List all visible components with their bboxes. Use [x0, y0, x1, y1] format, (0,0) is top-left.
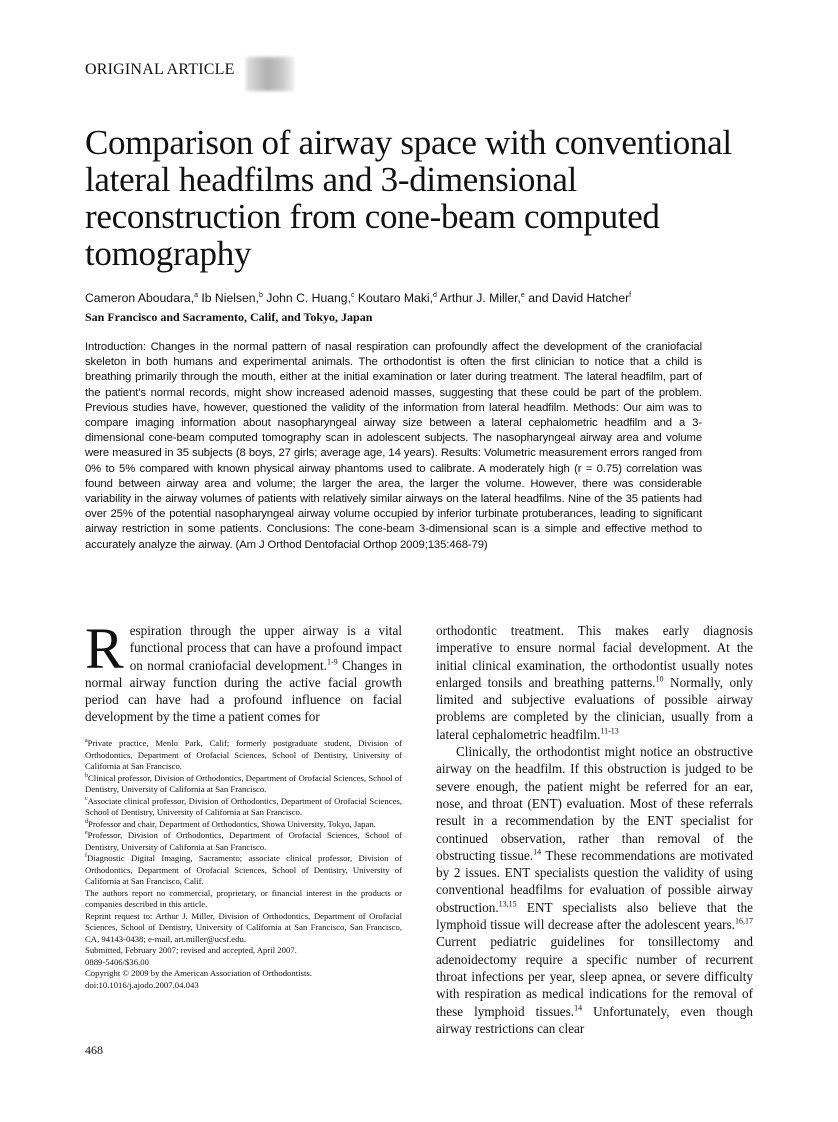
text-segment: Unfortunately, even though airway restrictions can clear — [436, 1003, 753, 1036]
footnote-text: Clinical professor, Division of Orthodontics, Department of Orofacial Sciences, School of Dentistry, University of California at San Francisco. — [85, 772, 402, 794]
affiliation-footnotes — [85, 738, 402, 888]
intro-text — [85, 616, 402, 725]
affiliation-footnote — [85, 830, 402, 853]
author-affiliation-mark: b — [258, 291, 263, 299]
author-name: John C. Huang, — [262, 291, 351, 305]
text-segment: Normally, only limited and subjective evaluations of possible airway problems are completed by the clinician, usually from a lateral cephalometric headfilm. — [436, 674, 753, 742]
text-segment: ENT specialists also believe that the lymphoid tissue will decrease after the adolescent years. — [436, 899, 753, 933]
citation-ref[interactable]: 10 — [655, 674, 664, 684]
citation-ref[interactable]: 11-13 — [600, 726, 619, 736]
text-segment: These recommendations are motivated by 2 issues. ENT specialists question the validity of using conventional headfilms for evaluation of possible airway obstruction. — [436, 847, 753, 915]
footnote-text: Associate clinical professor, Division of Orthodontics, Department of Orofacial Sciences, School of Dentistry, University of California at San Francisco. — [85, 795, 402, 817]
body-column-left — [85, 616, 402, 726]
affiliation-footnote — [85, 738, 402, 773]
author-affiliation-mark: e — [520, 291, 525, 299]
abstract: Introduction: Changes in the normal pattern of nasal respiration can profoundly affect the development of the craniofacial skeleton in both humans and experimental animals. The orthodontist is often the first clinician to notice that a child is breathing primarily through the mouth, either at the initial examination or later during treatment. The lateral headfilm, part of the patient's normal records, might show increased adenoid masses, suggesting that these could be part of the problem. Previous studies have, however, questioned the validity of the information from lateral headfilm. Methods: Our aim was to compare imaging information about nasopharyngeal airway size between a lateral cephalometric headfilm and a 3-dimensional cone-beam computed tomography scan in adolescent subjects. The nasopharyngeal airway area and volume were measured in 35 subjects (8 boys, 27 girls; average age, 14 years). Results: Volumetric measurement errors ranged from 0% to 5% compared with known physical airway phantoms used to calibrate. A moderately high (r = 0.75) correlation was found between airway area and volume; the larger the area, the larger the volume. However, there was considerable variability in the airway volumes of patients with relatively similar airways on the lateral headfilms. Nine of the 35 patients had over 25% of the potential nasopharyngeal airway volume occupied by inferior turbinate protuberances, leading to significant airway restriction in some patients. Conclusions: The cone-beam 3-dimensional scan is a simple and effective method to accurately analyze the airway. (Am J Orthod Dentofacial Orthop 2009;135:468-79) — [85, 341, 702, 551]
citation-ref[interactable]: 1-9 — [326, 657, 338, 667]
author-affiliation-mark: d — [433, 291, 437, 299]
footnote-text: Professor and chair, Department of Orthodontics, Showa University, Tokyo, Japan. — [88, 818, 376, 829]
text-segment: orthodontic treatment. This makes early diagnosis imperative to ensure normal facial development. At the initial clinical examination, the orthodontist usually notes enlarged tonsils and breathing patterns. — [436, 623, 753, 690]
body-paragraph — [436, 743, 753, 1037]
disclosure-note: The authors report no commercial, proprietary, or financial interest in the products or companies described in this article. — [85, 887, 402, 909]
email-link[interactable]: art.miller@ucsf.edu — [174, 933, 244, 944]
affiliation-footnote — [85, 796, 402, 819]
citation-ref[interactable]: 13,15 — [498, 899, 517, 909]
author-list — [85, 291, 631, 305]
issn: 0889-5406/$36.00 — [85, 956, 149, 967]
text-segment: Clinically, the orthodontist might notice an obstructive airway on the headfilm. If this obstruction is judged to be severe enough, the patient might be referred for an ear, nose, and throat (ENT) evaluation. Most of these referrals result in a recommendation by the ENT specialist for continued observation, rather than removal of the obstructing tissue. — [436, 744, 753, 863]
author-name: Koutaro Maki, — [354, 291, 434, 305]
submission-dates: Submitted, February 2007; revised and accepted, April 2007. — [85, 945, 297, 955]
author-affiliation-mark: c — [350, 291, 355, 299]
citation-ref[interactable]: 16,17 — [735, 916, 753, 926]
footnote-mark: a — [85, 738, 88, 745]
author-name: Arthur J. Miller, — [436, 291, 521, 305]
intro-paragraph — [85, 616, 402, 726]
author-name: and David Hatcher — [524, 291, 630, 305]
author-affiliation-mark: f — [629, 291, 632, 299]
footnote-mark: f — [85, 853, 87, 860]
body-paragraph — [436, 622, 753, 743]
section-tab-decoration — [246, 57, 294, 91]
footnote-mark: c — [85, 795, 88, 802]
author-name: Cameron Aboudara, — [85, 291, 195, 305]
citation-ref[interactable]: 14 — [574, 1003, 583, 1013]
affiliation-footnote — [85, 853, 402, 888]
affiliation-footnote — [85, 773, 402, 796]
text-segment: Current pediatric guidelines for tonsillectomy and adenoidectomy require a specific number of recurrent throat infections per year, sleep apnea, or severe difficulty with respiration as medical indications for the removal of these lymphoid tissues. — [436, 934, 753, 1019]
footnote-mark: d — [85, 818, 88, 825]
footnote-text: Diagnostic Digital Imaging, Sacramento; associate clinical professor, Division of Orthodontics, Department of Orofacial Sciences, School of Dentistry, University of California at San Francisco, Calif. — [85, 853, 402, 886]
author-affiliation-mark: a — [194, 291, 198, 299]
article-title: Comparison of airway space with conventional lateral headfilms and 3-dimensional reconstruction from cone-beam computed tomography — [85, 123, 732, 273]
author-affiliation: San Francisco and Sacramento, Calif, and Tokyo, Japan — [85, 310, 373, 324]
footnote-mark: e — [85, 830, 88, 837]
footnote-text: Private practice, Menlo Park, Calif; formerly postgraduate student, Division of Orthodontics, Department of Orofacial Sciences, School of Dentistry, University of California at San Francisco. — [85, 738, 402, 771]
section-label: ORIGINAL ARTICLE — [85, 61, 235, 78]
footnote-mark: b — [85, 772, 88, 779]
reprint-request: Reprint request to: Arthur J. Miller, Division of Orthodontics, Department of Orofacial Sciences, School of Dentistry, University of California at San Francisco, San Francisco, CA, 94143-0438; e-mail, art.miller@ucsf.edu. — [85, 910, 402, 944]
doi[interactable]: doi:10.1016/j.ajodo.2007.04.043 — [85, 979, 199, 990]
text-segment: espiration through the upper airway is a vital functional process that can have a profound impact on normal craniofacial development. — [129, 623, 402, 673]
footnote-text: Professor, Division of Orthodontics, Department of Orofacial Sciences, School of Dentistry, University of California at San Francisco. — [85, 830, 402, 852]
drop-cap: R — [85, 616, 124, 681]
text-segment: Changes in normal airway function during the active facial growth period can have had a profound influence on facial development by the time a patient comes for — [85, 657, 402, 725]
copyright: Copyright © 2009 by the American Association of Orthodontists. — [85, 968, 312, 978]
author-name: Ib Nielsen, — [198, 291, 259, 305]
affiliation-footnote — [85, 819, 402, 831]
page-number: 468 — [85, 1043, 103, 1057]
body-column-right — [436, 622, 753, 1037]
citation-ref[interactable]: 14 — [533, 847, 542, 857]
footnotes — [85, 738, 402, 991]
